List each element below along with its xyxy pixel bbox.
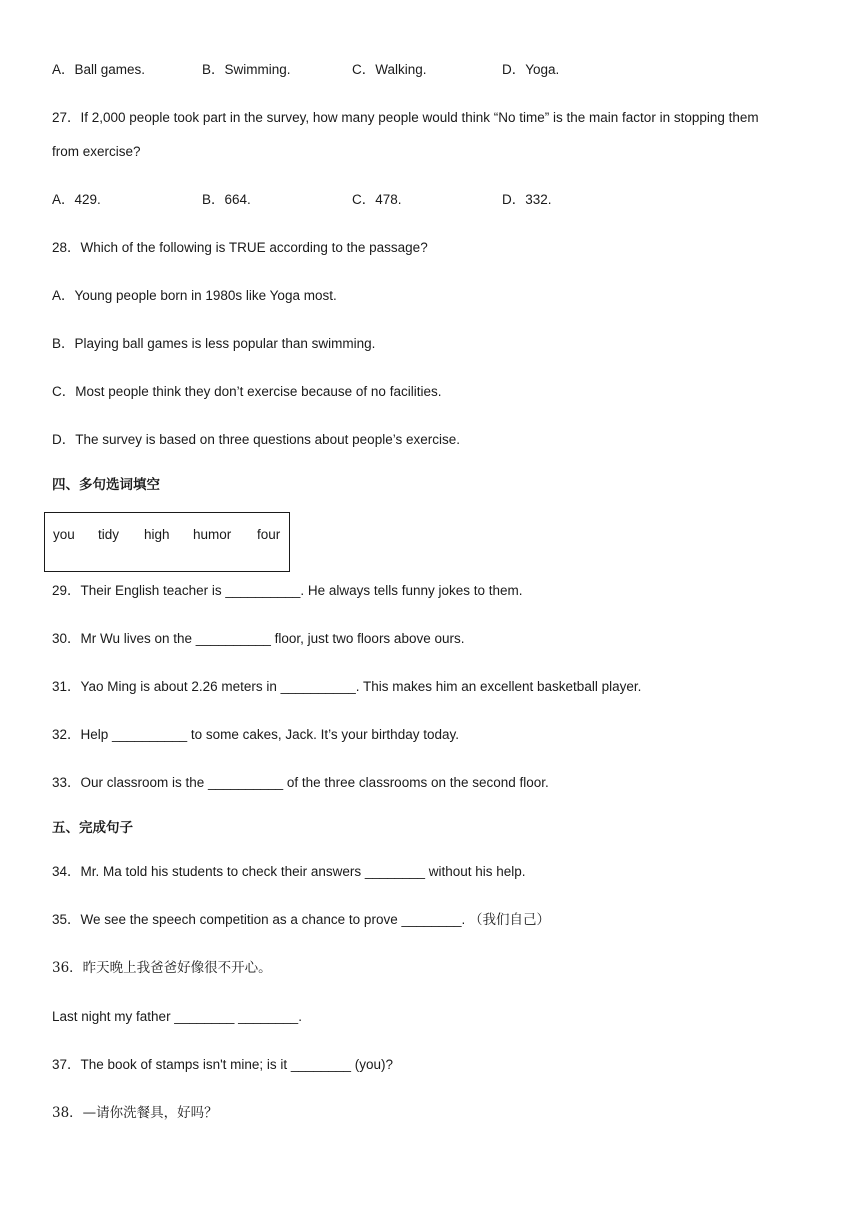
word-bank-box	[44, 512, 290, 572]
q28-option-c: C．Most people think they don’t exercise because of no facilities.	[52, 384, 442, 399]
q26-option-c: C．Walking.	[352, 62, 427, 77]
section5-title: 五、完成句子	[52, 820, 133, 836]
q27-stem-line1: 27．If 2,000 people took part in the survey, how many people would think “No time” is the main factor in stopping them	[52, 110, 759, 125]
word-bank-item: you	[53, 527, 75, 542]
q31: 31．Yao Ming is about 2.26 meters in __________. This makes him an excellent basketball player.	[52, 679, 642, 694]
q28-option-b: B．Playing ball games is less popular than swimming.	[52, 336, 376, 351]
q28-option-a: A．Young people born in 1980s like Yoga most.	[52, 288, 337, 303]
q35: 35．We see the speech competition as a chance to prove ________. （我们自己）	[52, 912, 551, 927]
q27-option-d: D．332.	[502, 192, 552, 207]
q27-option-b: B．664.	[202, 192, 251, 207]
q37: 37．The book of stamps isn't mine; is it ________ (you)?	[52, 1057, 394, 1072]
q36-answer: Last night my father ________ ________.	[52, 1009, 302, 1024]
q38-prompt: 38．—请你洗餐具，好吗？	[52, 1105, 218, 1121]
q33: 33．Our classroom is the __________ of the three classrooms on the second floor.	[52, 775, 549, 790]
q26-option-a: A．Ball games.	[52, 62, 146, 77]
q28-stem: 28．Which of the following is TRUE according to the passage?	[52, 240, 428, 255]
word-bank-item: four	[257, 527, 281, 542]
q27-option-c: C．478.	[352, 192, 402, 207]
word-bank-item: tidy	[98, 527, 120, 542]
q26-option-b: B．Swimming.	[202, 62, 291, 77]
q27-option-a: A．429.	[52, 192, 101, 207]
q32: 32．Help __________ to some cakes, Jack. It’s your birthday today.	[52, 727, 459, 742]
q27-stem-line2: from exercise?	[52, 144, 141, 159]
word-bank-item: humor	[193, 527, 232, 542]
q29: 29．Their English teacher is __________. He always tells funny jokes to them.	[52, 583, 523, 598]
q30: 30．Mr Wu lives on the __________ floor, just two floors above ours.	[52, 631, 465, 646]
q36-prompt: 36．昨天晚上我爸爸好像很不开心。	[52, 960, 272, 976]
q28-option-d: D．The survey is based on three questions about people’s exercise.	[52, 432, 460, 447]
q26-option-d: D．Yoga.	[502, 62, 560, 77]
section4-title: 四、多句选词填空	[52, 477, 160, 493]
word-bank-item: high	[144, 527, 170, 542]
q34: 34．Mr. Ma told his students to check their answers ________ without his help.	[52, 864, 526, 879]
